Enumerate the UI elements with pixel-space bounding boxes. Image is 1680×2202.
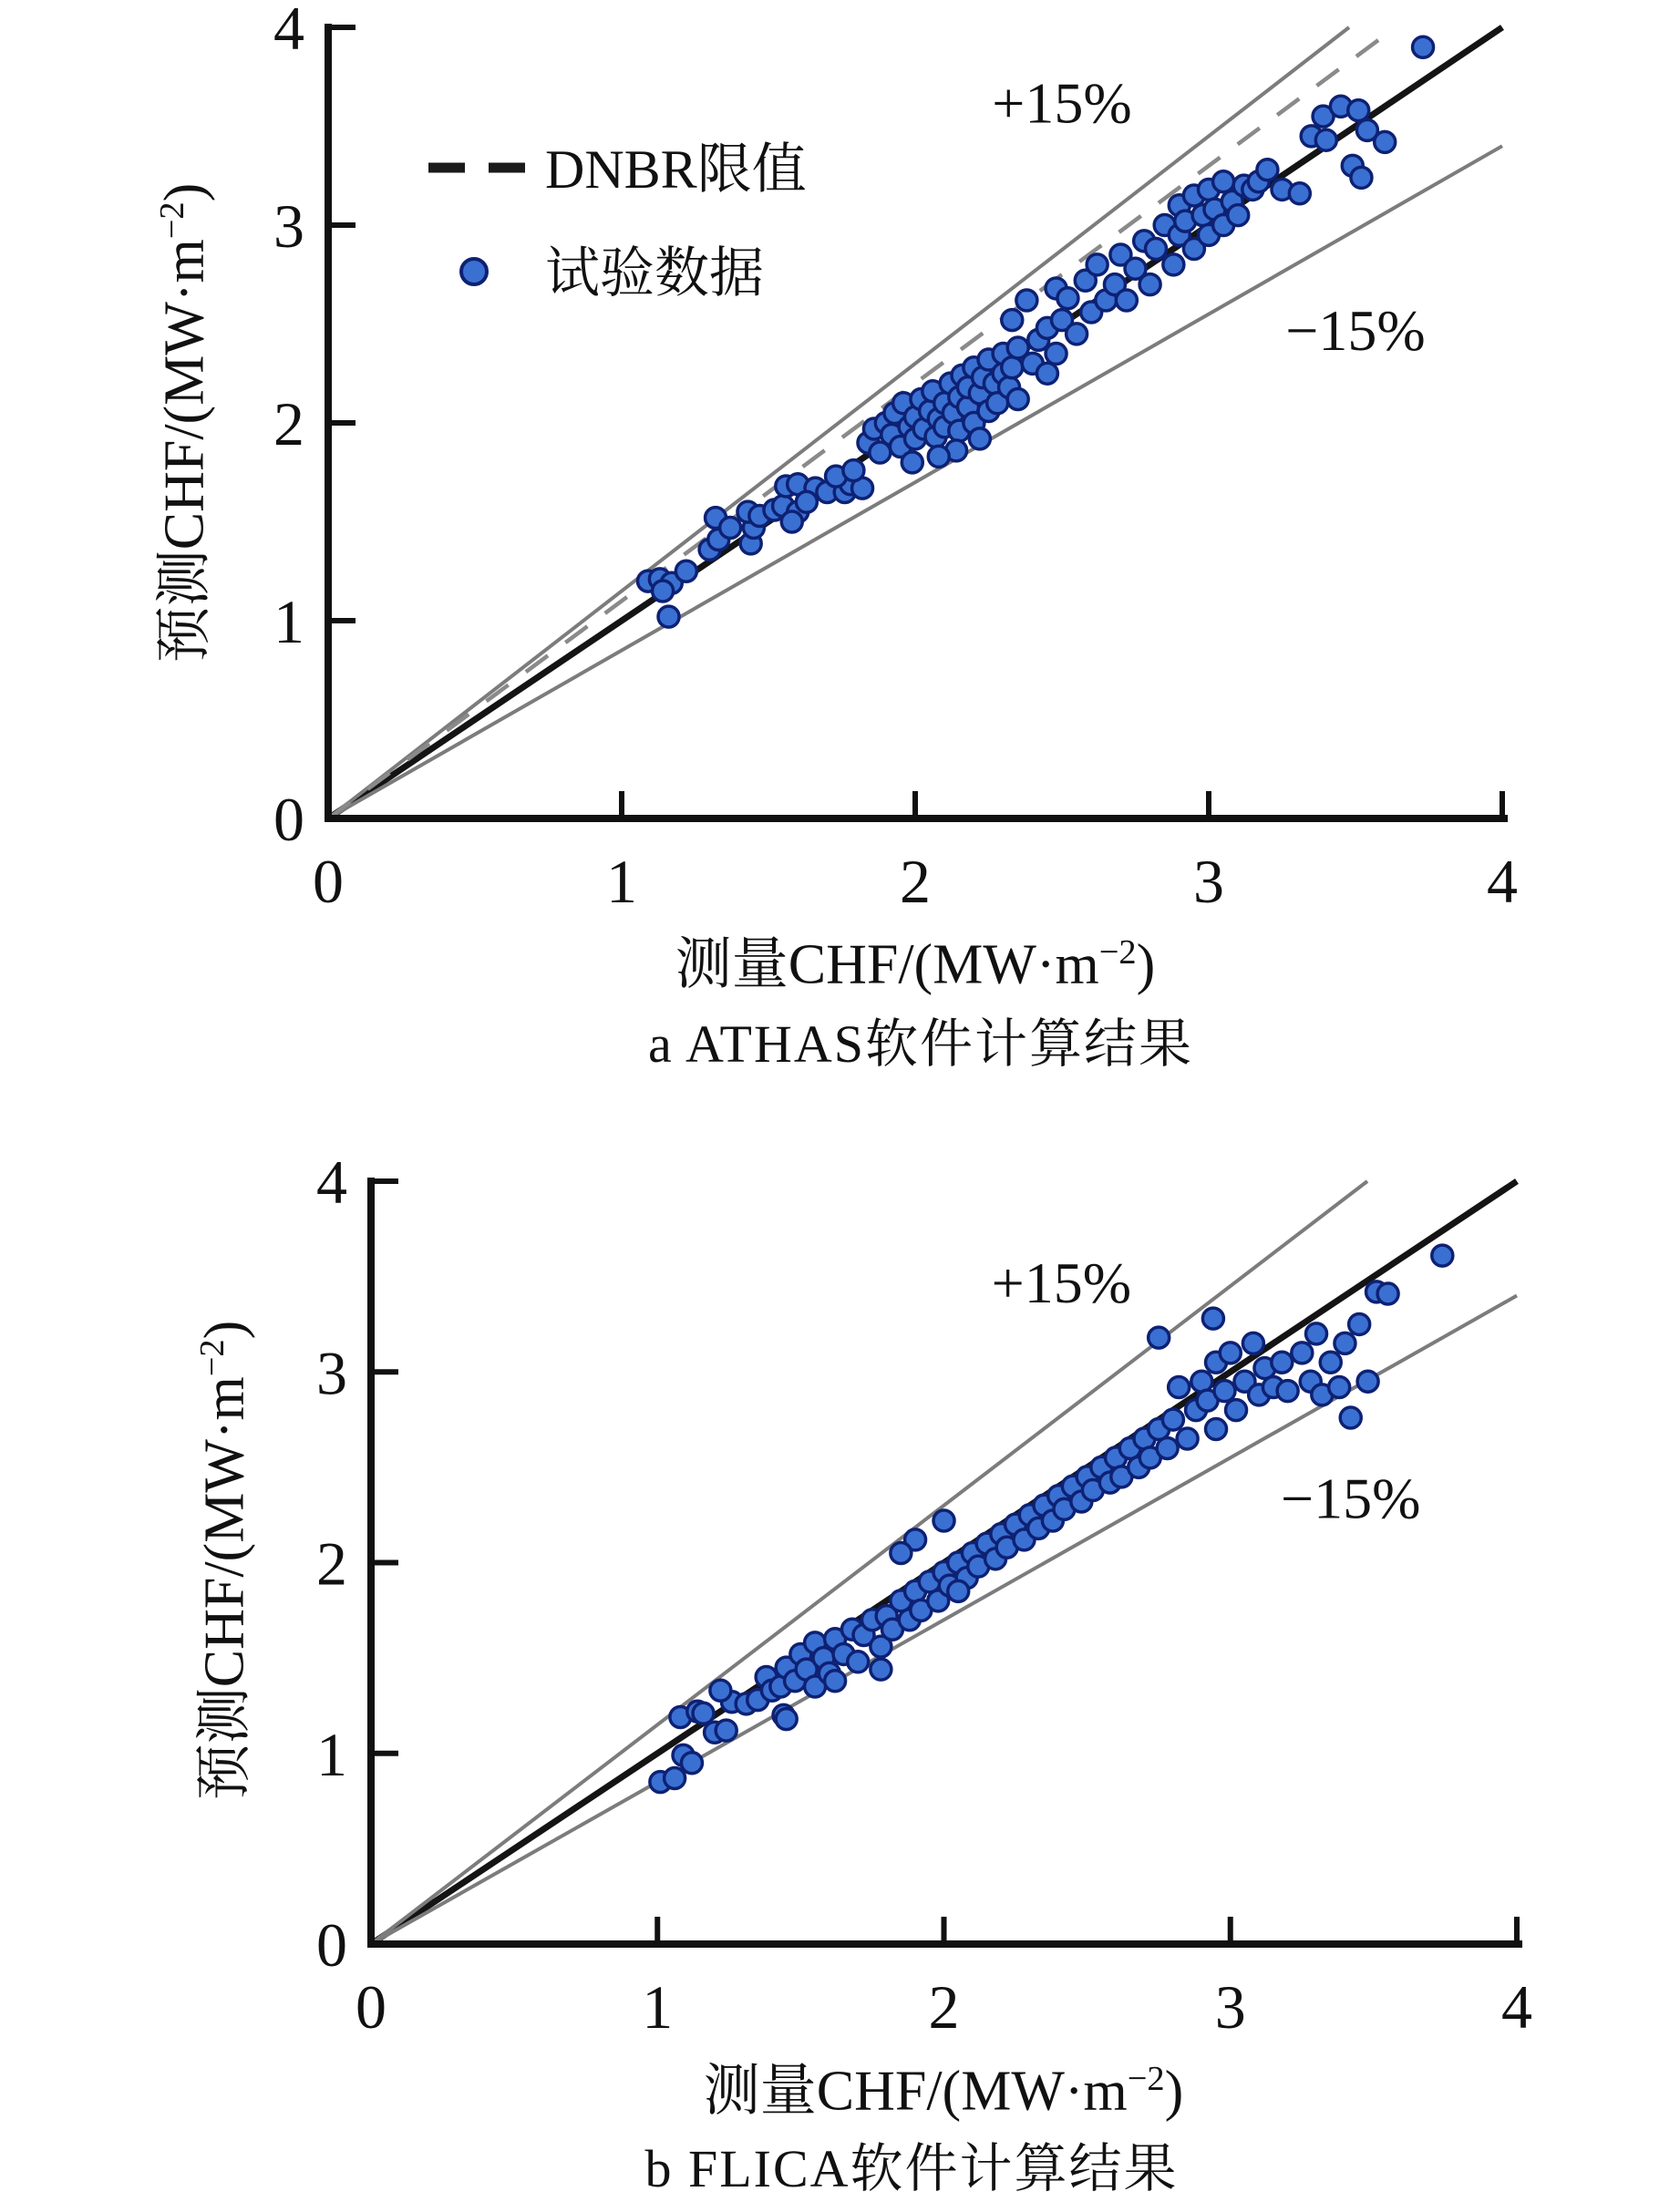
data-point xyxy=(969,428,990,449)
data-point xyxy=(1375,131,1396,152)
y-tick-label: 4 xyxy=(316,1147,347,1217)
data-point xyxy=(1329,1376,1350,1397)
data-point xyxy=(1226,1400,1247,1421)
y-tick-label: 1 xyxy=(316,1719,347,1789)
data-point xyxy=(675,561,696,581)
data-point xyxy=(1242,1333,1263,1353)
data-point xyxy=(1169,1376,1190,1397)
y-tick-label: 0 xyxy=(273,785,304,854)
data-point xyxy=(776,1709,797,1730)
data-point xyxy=(681,1753,702,1774)
data-point xyxy=(1357,1371,1378,1392)
data-point xyxy=(658,606,679,627)
data-point xyxy=(716,1720,737,1741)
data-point xyxy=(1377,1283,1398,1304)
x-axis-label: 测量CHF/$(MW\cdot m^{-2})$ xyxy=(675,932,1156,996)
data-point xyxy=(1067,324,1087,345)
data-point xyxy=(1157,1437,1178,1458)
data-point xyxy=(1335,1333,1355,1353)
legend-marker-icon xyxy=(461,259,487,284)
data-point xyxy=(1087,254,1108,275)
data-point xyxy=(1413,36,1434,57)
data-point xyxy=(693,1703,714,1724)
data-point xyxy=(1007,388,1028,409)
data-point xyxy=(1146,239,1167,260)
data-point xyxy=(1228,205,1249,226)
data-point xyxy=(1162,1409,1183,1430)
data-point xyxy=(1002,310,1023,331)
data-point xyxy=(781,511,802,532)
data-point xyxy=(653,581,674,602)
x-tick-label: 2 xyxy=(900,847,931,916)
data-point xyxy=(1432,1245,1453,1266)
chart-b-caption: b FLICA软件计算结果 xyxy=(644,2139,1179,2198)
x-tick-label: 4 xyxy=(1487,847,1518,916)
data-point xyxy=(1046,344,1067,365)
data-point xyxy=(891,1543,912,1564)
data-point xyxy=(1315,129,1336,150)
data-point xyxy=(1177,1428,1198,1449)
data-point xyxy=(1272,1352,1293,1373)
data-point xyxy=(1277,1381,1298,1402)
data-point xyxy=(1213,171,1234,192)
legend-item-label: 试验数据 xyxy=(545,243,764,304)
data-point xyxy=(1257,159,1278,180)
x-tick-label: 3 xyxy=(1214,1972,1246,2042)
data-point xyxy=(871,1659,892,1680)
data-point xyxy=(665,1767,685,1788)
legend-item-label: DNBR限值 xyxy=(545,139,807,200)
data-point xyxy=(720,518,741,539)
x-tick-label: 1 xyxy=(606,847,637,916)
data-point xyxy=(1306,1323,1327,1344)
y-axis-label: 预测CHF/$(MW\cdot m^{-2})$ xyxy=(192,1320,256,1801)
y-tick-label: 3 xyxy=(316,1338,347,1408)
band-annotation: +15% xyxy=(992,70,1132,136)
minus15-band-line xyxy=(328,146,1502,818)
chart-a-caption: a ATHAS软件计算结果 xyxy=(648,1014,1193,1074)
band-annotation: −15% xyxy=(1285,298,1426,364)
data-point xyxy=(1340,1407,1361,1428)
data-point xyxy=(1214,1381,1235,1402)
x-tick-label: 4 xyxy=(1501,1972,1532,2042)
data-point xyxy=(1057,288,1078,309)
dnbr-limit-line xyxy=(328,27,1396,818)
data-point xyxy=(1292,1343,1313,1363)
data-point xyxy=(948,1580,969,1601)
x-tick-label: 2 xyxy=(928,1972,960,2042)
y-tick-label: 3 xyxy=(273,191,304,261)
data-point xyxy=(796,491,817,512)
x-tick-label: 0 xyxy=(313,847,344,916)
data-point xyxy=(843,460,864,481)
x-tick-label: 0 xyxy=(356,1972,387,2042)
x-tick-label: 1 xyxy=(642,1972,674,2042)
data-point xyxy=(848,1652,869,1672)
data-point xyxy=(1002,357,1023,378)
data-point xyxy=(1202,1308,1223,1329)
y-tick-label: 0 xyxy=(316,1910,347,1980)
band-annotation: +15% xyxy=(991,1250,1132,1315)
data-point xyxy=(1016,290,1037,311)
plus15-band-line xyxy=(328,27,1349,818)
data-point xyxy=(1149,1327,1170,1348)
data-point xyxy=(1289,183,1310,204)
data-point xyxy=(1139,274,1160,295)
y-tick-label: 2 xyxy=(273,389,304,458)
data-point xyxy=(1220,1343,1241,1363)
y-axis-label: 预测CHF/$(MW\cdot m^{-2})$ xyxy=(152,182,216,664)
data-point xyxy=(1348,100,1369,121)
y-tick-label: 2 xyxy=(316,1528,347,1599)
data-point xyxy=(1036,363,1057,384)
y-tick-label: 1 xyxy=(273,587,304,656)
data-point xyxy=(710,1680,731,1701)
data-point xyxy=(1349,1313,1370,1334)
data-point xyxy=(933,1510,954,1531)
x-tick-label: 3 xyxy=(1193,847,1224,916)
data-point xyxy=(928,446,949,467)
band-annotation: −15% xyxy=(1281,1466,1421,1531)
data-point xyxy=(1206,1419,1227,1440)
data-point xyxy=(902,452,922,473)
data-point xyxy=(1320,1352,1341,1373)
legend xyxy=(428,139,807,304)
y-tick-label: 4 xyxy=(273,0,304,63)
x-axis-label: 测量CHF/$(MW\cdot m^{-2})$ xyxy=(703,2059,1184,2123)
data-point xyxy=(825,1671,846,1692)
data-point xyxy=(1351,167,1372,188)
plus15-band-line xyxy=(371,1181,1367,1944)
data-point xyxy=(1163,254,1184,275)
data-point xyxy=(1116,290,1137,311)
